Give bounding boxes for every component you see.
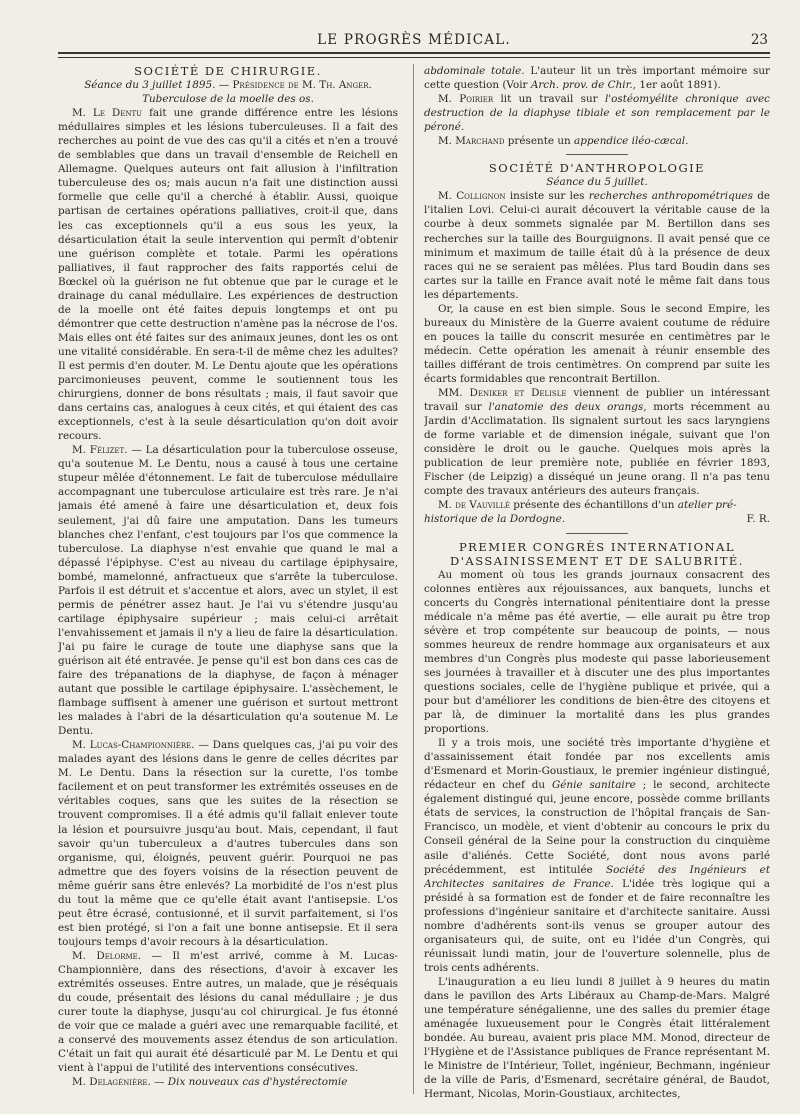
paragraph-text: — Il m'est arrivé, comme à M. Lucas-Championnière, dans des résections, d'avoir à excaver les extrémités osseuses. Entre autres, un malade, que je réséquais du coude, présentait des lésions du canal médullaire ; je dus curer toute la diaphyse, jusqu'au col chirurgical. Je fus étonné de voir que ce malade a guéri avec une remarquable facilité, et a conservé des mouvements assez étendus de son articulation. C'était un fait qui aurait été désarticulé par M. Le Dentu et qui vient à l'appui de l'utilité des interventions consécutives. xyxy=(58,949,398,1075)
author-signature: F. R. xyxy=(746,513,770,526)
paragraph-continuation xyxy=(424,64,770,92)
paragraph-text: — Dans quelques cas, j'ai pu voir des malades ayant des lésions dans le genre de celles décrites par M. Le Dentu. Dans la résection sur la curette, l'os tombe facilement et on peut transformer les extrémités osseuses en de véritables coques, sans que les suites de la résection se trouvent compromises. Il a été admis qu'il fallait enlever toute la lésion et poursuivre jusqu'au bout. Mais, cependant, il faut savoir qu'un tuberculeux a d'autres tubercules dans son organisme, qui, éloignés, peuvent guérir. Pourquoi ne pas admettre que des foyers voisins de la résection peuvent de même guérir sans être enlevés? La morbidité de l'os n'est plus du tout la même que ce qu'elle était avant l'antisepsie. L'os peut être écrasé, contusionné, et il survit parfaitement, si l'os est bien protégé, si l'on a fait une bonne antisepsie. Et il sera toujours temps d'avoir recours à la désarticulation. xyxy=(58,739,398,948)
paragraph-delorme xyxy=(58,949,398,1075)
section-title-chirurgie: SOCIÉTÉ DE CHIRURGIE. xyxy=(134,64,322,78)
paragraph-text: présente un xyxy=(507,135,571,148)
paragraph-lucas-championniere xyxy=(58,738,398,949)
congress-title-line-1: PREMIER CONGRÈS INTERNATIONAL xyxy=(458,539,736,554)
paragraph-text: morts récemment au Jardin d'Acclimatation. Ils signalent surtout les sacs laryngiens de forme variable et de dimension inégale, suivant que l'on considère le droit ou le gauche. Quelques mois après la publication de leur première note, publiée en février 1893, Fischer (de Leipzig) a disséqué un jeune orang. Il n'a pas tenu compte des travaux antérieurs des auteurs français. xyxy=(424,401,770,498)
italic-text: l'ostéomyélite chronique avec destruction de la diaphyse tibiale et son remplacement par le péroné. xyxy=(424,93,770,134)
section-title-anthropologie: SOCIÉTÉ D'ANTHROPOLOGIE xyxy=(488,161,706,176)
paragraph-text: — Dix nouveaux cas d'hystérectomie xyxy=(154,1076,348,1089)
right-column xyxy=(424,64,770,1100)
paragraph-le-dentu xyxy=(58,106,398,443)
italic-text: Société des Ingénieurs et Architectes sanitaires de France. xyxy=(424,863,770,890)
speaker-name: M. Delorme. xyxy=(72,949,142,962)
paragraph-congress-inauguration: L'inauguration a eu lieu lundi 8 juillet à 9 heures du matin dans le pavillon des Arts Libéraux au Champ-de-Mars. Malgré une température sénégalienne, une des salles du premier étage aménagée luxueusement pour le Congrès était littéralement bondée. Au bureau, avaient pris place MM. Monod, directeur de l'Hygiène et de l'Assistance publiques de France représentant M. le Ministre de l'Intérieur, Tollet, ingénieur, Bechmann, ingénieur de la ville de Paris, d'Esmenard, secrétaire général, de Baudot, Hermant, Nicolas, Morin-Goustiaux, architectes, xyxy=(424,975,770,1100)
paragraph-text: Il y a trois mois, une société très importante d'hygiène et d'assainissement était fondée par nos excellents amis d'Esmenard et Morin-Goustiaux, le premier ingénieur distingué, rédacteur en chef du xyxy=(424,737,770,792)
paragraph-text: présente des échantillons d'un xyxy=(513,499,675,512)
paragraph-text: fait une grande différence entre les lésions médullaires simples et les lésions tuberculeuses. Il a fait des recherches au point de vue des cas qu'il a cités et n'en a trouvé de semblables que dans un travail d'ensemble de Reichell en Allemagne. Quelques auteurs ont fait allusion à l'infiltration tuberculeuse des os; mais aucun n'a fait une distinction aussi formelle que celle qu'il a cherché à établir. Aussi, quoique partisan de certaines opérations palliatives, croit-il que, dans les cas exceptionnels qu'il a eus sous les yeux, la désarticulation était la seule intervention qui permît d'obtenir une guérison complète et totale. Parmi les opérations palliatives, il faut rapprocher des faits rapportés celui de Bœckel où la guérison ne fut obtenue que par le curage et le drainage du canal médullaire. Les expériences de destruction de la moelle ont été faites depuis longtemps et ont pu démontrer que cette destruction n'amène pas la nécrose de l'os. Mais elles ont été faites sur des animaux jeunes, dont les os ont une vitalité considérable. En sera-t-il de même chez les adultes? Il est permis d'en douter. M. Le Dentu ajoute que les opérations parcimonieuses peuvent, comme le soutiennent tous les chirurgiens, donner de bons résultats ; mais, il faut savoir que dans certains cas, analogues à ceux cités, et qui étaient des cas exceptionnels, c'est à la seule désarticulation qu'on doit avoir recours. xyxy=(58,107,398,443)
italic-text: recherches anthropométriques xyxy=(588,190,753,203)
page-number: 23 xyxy=(750,32,768,48)
paragraph-text: L'auteur lit un très important mémoire sur cette question (Voir xyxy=(424,65,770,92)
italic-text: appendice iléo-cæcal. xyxy=(574,135,689,148)
italic-text: atelier pré- xyxy=(677,499,737,512)
paragraph-delageniere xyxy=(58,1075,398,1089)
section-divider xyxy=(566,154,628,155)
italic-text: abdominale totale. xyxy=(424,65,525,77)
speaker-name: M. de Vauvillé xyxy=(438,499,510,512)
header-rule-thin xyxy=(58,57,770,58)
paragraph-poirier xyxy=(424,92,770,134)
paragraph-collignon xyxy=(424,189,770,301)
section-divider xyxy=(566,533,628,534)
running-header xyxy=(58,32,770,50)
speaker-name: MM. Deniker et Delisle xyxy=(438,387,567,400)
signoff-line xyxy=(424,512,770,526)
paragraph-text: insiste sur les xyxy=(509,190,585,203)
paragraph-deniker-delisle xyxy=(424,386,770,498)
citation-ref: Arch. prov. de Chir., xyxy=(530,79,637,92)
paragraph-text: lit un travail sur xyxy=(500,93,598,106)
session-date: Séance du 3 juillet 1895. xyxy=(84,79,216,92)
speaker-name: M. Delagénière. xyxy=(72,1076,151,1089)
paragraph-congress-intro: Au moment où tous les grands journaux consacrent des colonnes entières aux réjouissances, aux banquets, lunchs et concerts du Congrès international pénitentiaire dont la presse médicale n'a même pas été avertie, — elle aurait pu être trop sévère et trop compétente sur beaucoup de points, — nous sommes heureux de rendre hommage aux organisateurs et aux membres d'un Congrès plus modeste qui passe laborieusement ses journées à travailler et à discuter une des plus importantes questions sociales, celle de l'hygiène publique et privée, qui a pour but d'améliorer les conditions de bien-être des citoyens et par là, de diminuer la mortalité dans les plus grandes proportions. xyxy=(424,568,770,736)
speaker-name: M. Lucas-Championnière. xyxy=(72,739,195,752)
paragraph-felizet xyxy=(58,443,398,738)
paragraph-text: viennent de publier un intéressant travail sur xyxy=(424,387,770,414)
journal-title: LE PROGRÈS MÉDICAL. xyxy=(317,32,511,48)
header-rule-thick xyxy=(58,52,770,54)
paragraph-text: — La désarticulation pour la tuberculose osseuse, qu'a soutenue M. Le Dentu, nous a causé à tous une certaine stupeur mêlée d'étonnement. Le fait de tuberculose médullaire accompagnant une tuberculose articulaire est très rare. Je n'ai jamais été amené à faire une désarticulation et, deux fois seulement, j'ai dû faire une amputation. Dans les tumeurs blanches chez l'enfant, c'est toujours par l'os que commence la tuberculose. La diaphyse n'est envahie que quand le mal a dépassé l'épiphyse. C'est au niveau du cartilage épiphysaire, bombé, mamelonné, anfractueux que s'arrête la tuberculose. Parfois il est détruit et s'accentue et alors, avec un stylet, il est permis de pénétrer assez haut. Je l'ai vu s'étendre jusqu'au cartilage épiphysaire supérieur ; mais celui-ci arrêtait l'envahissement et jamais il n'y a lieu de faire la désarticulation. J'ai pu faire le curage de toute une diaphyse sans que la guérison ait été entravée. Je pense qu'il est bon dans ces cas de faire des trépanations de la diaphyse, de façon à ménager autant que possible le cartilage épiphysaire. L'assèchement, le flambage suffisent à amener une guérison et surtout mettront les malades à l'abri de la désarticulation qu'a soutenue M. Le Dentu. xyxy=(58,444,398,738)
congress-title-line-2: D'ASSAINISSEMENT ET DE SALUBRITÉ. xyxy=(450,553,744,568)
paragraph-text: ; le second, architecte également distingué qui, jeune encore, possède comme brillants états de services, la construction de l'hôpital français de San-Francisco, un modèle, et vient d'obtenir au concours le prix du Conseil général de la Seine pour la construction du cinquième asile d'aliénés. Cette Société, dont nous avons parlé précédemment, est intitulée xyxy=(424,779,770,876)
session-line xyxy=(58,78,398,92)
speaker-name: M. Félizet. xyxy=(72,444,128,457)
paragraph-vauville xyxy=(424,498,770,512)
session-presidency: — Présidence de M. Th. Anger. xyxy=(218,79,372,92)
left-column xyxy=(58,64,398,1100)
paragraph-congress-society xyxy=(424,736,770,975)
column-divider xyxy=(413,64,414,1094)
speaker-name: M. Poirier xyxy=(438,93,494,106)
paragraph-text: L'idée très logique qui a présidé à sa formation est de fonder et de faire reconnaître les professions d'ingénieur sanitaire et d'architecte sanitaire. Aussi nombre d'adhérents sont-ils venus se grouper autour des organisateurs qui, de suite, ont eu l'idée d'un Congrès, qui réunissait lundi matin, jour de l'ouverture solennelle, plus de trois cents adhérents. xyxy=(424,877,770,974)
speaker-name: M. Collignon xyxy=(438,190,506,203)
topic-title: Tuberculose de la moelle des os. xyxy=(142,93,314,106)
italic-text: l'anatomie des deux orangs, xyxy=(488,401,647,414)
italic-text: historique de la Dordogne. xyxy=(424,513,566,526)
speaker-name: M. Le Dentu xyxy=(72,107,143,120)
italic-text: Génie sanitaire xyxy=(551,779,636,792)
speaker-name: M. Marchand xyxy=(438,135,505,148)
citation-date: 1er août 1891). xyxy=(639,79,721,92)
paragraph-marchand xyxy=(424,134,770,148)
paragraph-text: de l'italien Lovi. Celui-ci aurait découvert la véritable cause de la courbe à deux sommets signalée par M. Bertillon dans ses recherches sur la taille des Bourguignons. Il avait pensé que ce minimum et maximum de taille était dû à la présence de deux races qui ne se seraient pas mêlées. Plus tard Boudin dans ses cartes sur la taille en France avait noté le même fait dans tous les départements. xyxy=(424,190,770,301)
paragraph-or: Or, la cause en est bien simple. Sous le second Empire, les bureaux du Ministère de la Guerre avaient coutume de réduire en pouces la taille du conscrit mesurée en centimètres par le médecin. Cette opération les amenait à réunir ensemble des tailles différant de trois centimètres. On comprend par suite les écarts formidables que rencontrait Bertillon. xyxy=(424,302,770,385)
session-date: Séance du 5 juillet. xyxy=(546,176,648,189)
